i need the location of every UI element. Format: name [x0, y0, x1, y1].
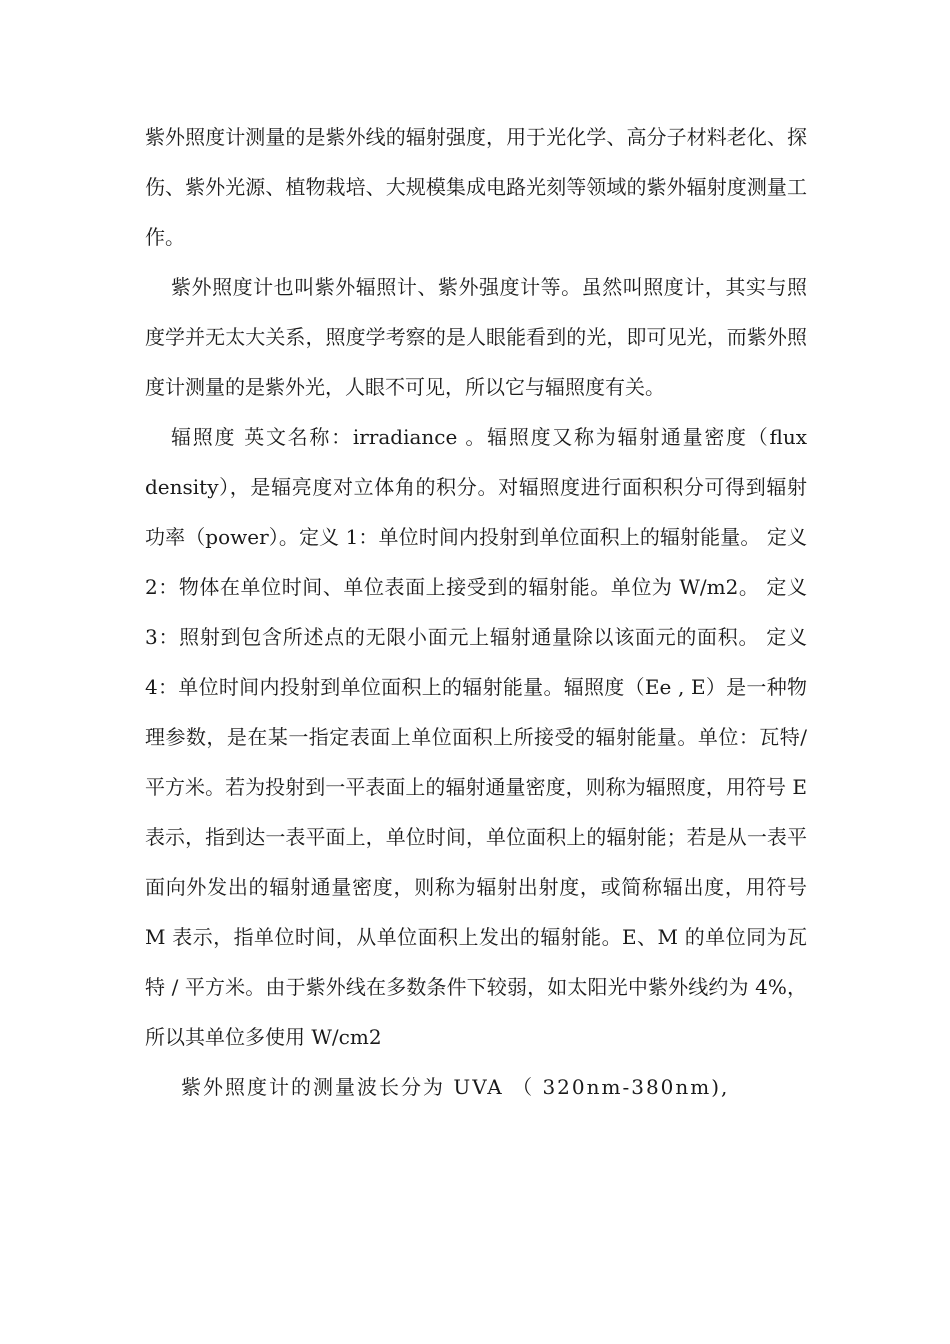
paragraph-alias: 紫外照度计也叫紫外辐照计、紫外强度计等。虽然叫照度计，其实与照度学并无太大关系，照度学考察的是人眼能看到的光，即可见光，而紫外照度计测量的是紫外光，人眼不可见，所以它与辐照度有关。 — [145, 275, 807, 399]
document-page — [145, 112, 807, 1112]
paragraph-irradiance-definition: 辐照度 英文名称：irradiance 。辐照度又称为辐射通量密度（flux density），是辐亮度对立体角的积分。对辐照度进行面积积分可得到辐射功率（power）。定义 1：单位时间内投射到单位面积上的辐射能量。 定义 2：物体在单位时间、单位表面上接受到的辐射能。单位为 W/m2。 定义 3：照射到包含所述点的无限小面元上辐射通量除以该面元的面积。 定义 4：单位时间内投射到单位面积上的辐射能量。辐照度（Ee , E）是一种物理参数，是在某一指定表面上单位面积上所接受的辐射能量。单位：瓦特/平方米。若为投射到一平表面上的辐射通量密度，则称为辐照度，用符号 E 表示，指到达一表平面上，单位时间，单位面积上的辐射能；若是从一表平面向外发出的辐射通量密度，则称为辐射出射度，或简称辐出度，用符号 M 表示，指单位时间，从单位面积上发出的辐射能。E、M 的单位同为瓦特 / 平方米。由于紫外线在多数条件下较弱，如太阳光中紫外线约为 4%，所以其单位多使用 W/cm2 — [145, 425, 807, 1049]
paragraph-wavelength: 紫外照度计的测量波长分为 UVA （ 320nm-380nm), — [181, 1075, 730, 1099]
paragraph-intro: 紫外照度计测量的是紫外线的辐射强度，用于光化学、高分子材料老化、探伤、紫外光源、植物栽培、大规模集成电路光刻等领域的紫外辐射度测量工作。 — [145, 125, 807, 249]
